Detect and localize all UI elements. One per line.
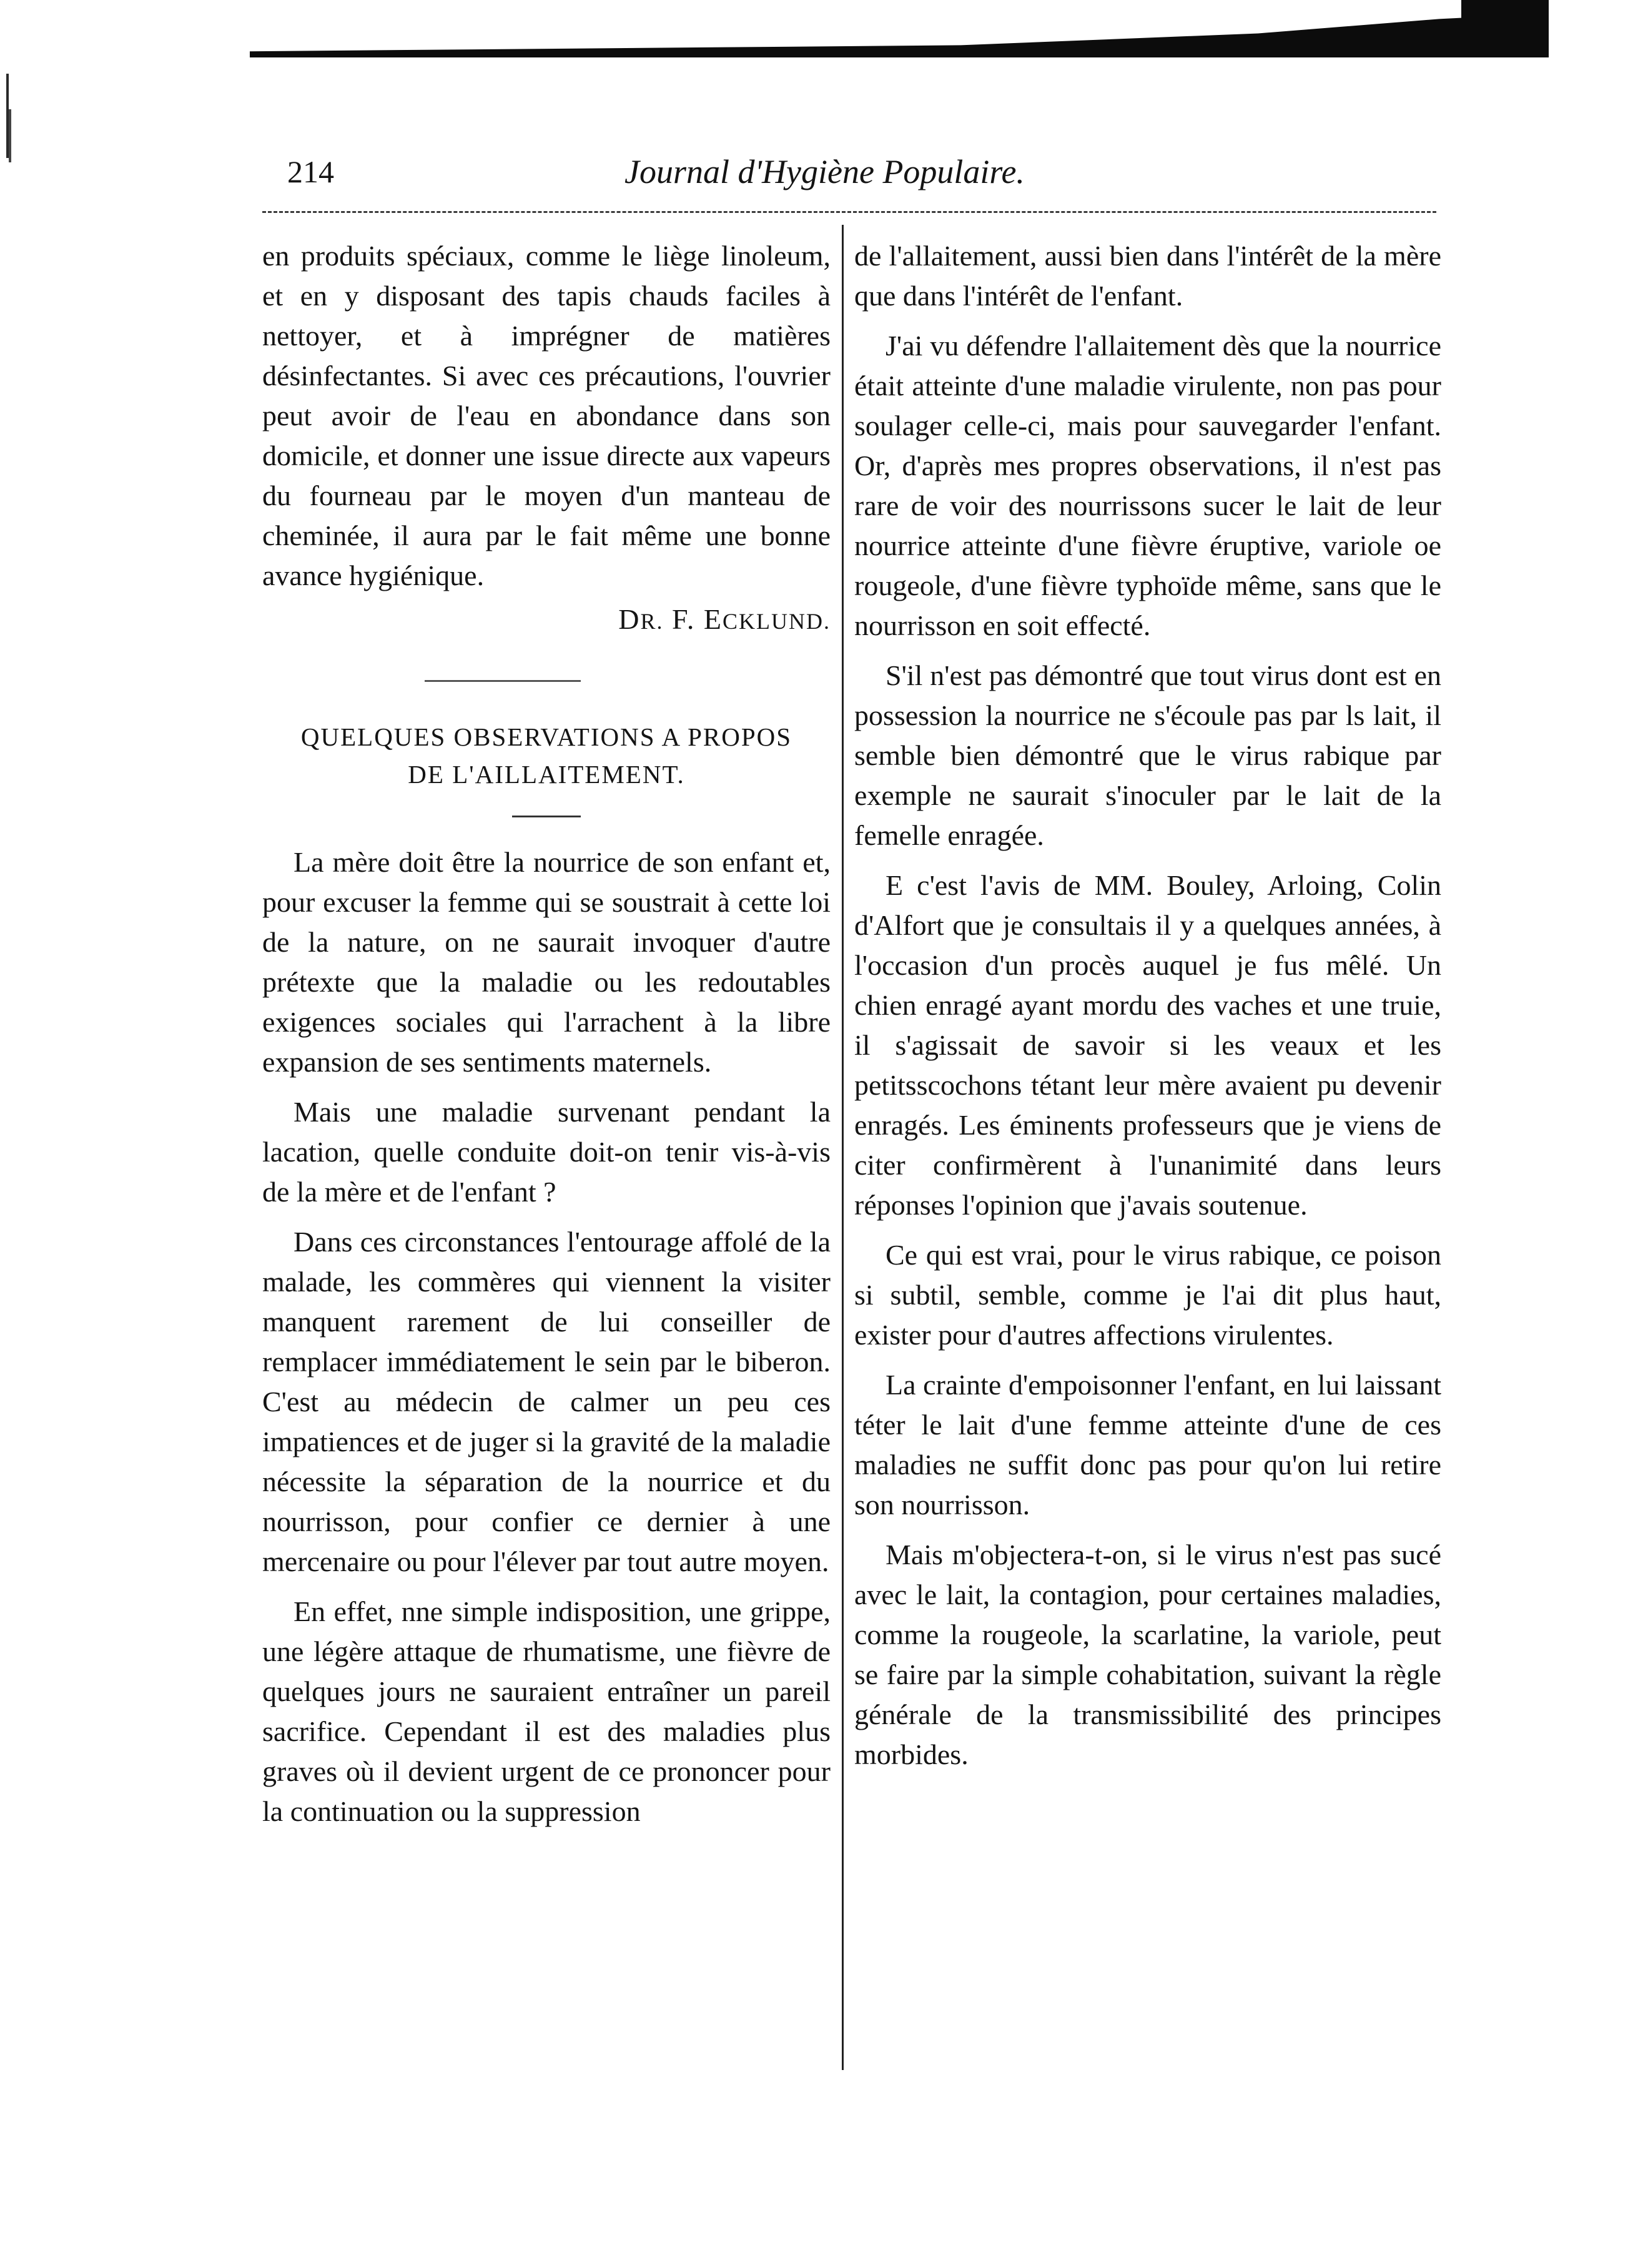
signature-title-small-caps: R.	[640, 609, 664, 634]
signature-initial: F.	[671, 603, 696, 635]
paragraph: Dans ces circonstances l'entourage affolé de la malade, les commères qui viennent la visiter manquent rarement de lui conseiller de remplacer immédiatement le sein par le biberon. C'est au médecin de calmer un peu ces impatiences et de juger si la gravité de la maladie nécessite la séparation de la nourrice et du nourrisson, pour confier ce dernier à une mercenaire ou pour l'élever par tout autre moyen.	[262, 1226, 831, 1577]
article-title-line: QUELQUES OBSERVATIONS A PROPOS	[300, 722, 792, 751]
paragraph: En effet, nne simple indisposition, une grippe, une légère attaque de rhumatisme, une fièvre de quelques jours ne sauraient entraîner un pareil sacrifice. Cependant il est des maladies plus graves où il devient urgent de ce prononcer pour la continuation ou la suppression	[262, 1595, 831, 1827]
signature-name-small-caps: CKLUND.	[723, 609, 831, 634]
paragraph: en produits spéciaux, comme le liège linoleum, et en y disposant des tapis chauds faciles à nettoyer, et à imprégner de matières désinfectantes. Si avec ces précautions, l'ouvrier peut avoir de l'eau en abondance dans son domicile, et donner une issue directe aux vapeurs du fourneau par le moyen d'un manteau de cheminée, il aura par le fait même une bonne avance hygiénique.	[262, 240, 831, 591]
page-header	[262, 145, 1449, 201]
article-separator	[425, 680, 581, 682]
right-column	[854, 236, 1441, 1775]
paragraph: La crainte d'empoisonner l'enfant, en lui laissant téter le lait d'une femme atteinte d'une de ces maladies ne suffit donc pas pour qu'on lui retire son nourrisson.	[854, 1369, 1441, 1521]
signature-title: D	[618, 603, 641, 635]
article-title-line: DE L'AILLAITEMENT.	[408, 760, 685, 789]
author-signature	[262, 599, 831, 641]
paragraph: Mais m'objectera-t-on, si le virus n'est pas sucé avec le lait, la contagion, pour certaines maladies, comme la rougeole, la scarlatine, la variole, peut se faire par la simple cohabitation, suivant la règle générale de la transmissibilité des principes morbides.	[854, 1539, 1441, 1770]
header-rule	[262, 211, 1436, 213]
paragraph: de l'allaitement, aussi bien dans l'intérêt de la mère que dans l'intérêt de l'enfant.	[854, 240, 1441, 312]
column-divider	[842, 225, 844, 2070]
title-rule	[512, 816, 581, 817]
scan-top-border	[250, 14, 1542, 57]
scan-edge-mark	[9, 109, 11, 162]
paragraph: S'il n'est pas démontré que tout virus dont est en possession la nourrice ne s'écoule pas par ls lait, il semble bien démontré que le virus rabique par exemple ne saurait s'inoculer par le lait de la femelle enragée.	[854, 659, 1441, 851]
paragraph: Mais une maladie survenant pendant la lacation, quelle conduite doit-on tenir vis-à-vis de la mère et de l'enfant ?	[262, 1096, 831, 1208]
signature-name-initial: E	[703, 603, 723, 635]
scan-top-border-tip	[1461, 0, 1549, 57]
paragraph: La mère doit être la nourrice de son enfant et, pour excuser la femme qui se soustrait à cette loi de la nature, on ne saurait invoquer d'autre prétexte que la maladie ou les redoutables exigences sociales qui l'arrachent à la libre expansion de ses sentiments maternels.	[262, 846, 831, 1078]
paragraph: E c'est l'avis de MM. Bouley, Arloing, Colin d'Alfort que je consultais il y a quelques années, à l'occasion d'un procès auquel je fus mêlé. Un chien enragé ayant mordu des vaches et une truie, il s'agissait de savoir si les veaux et les petitsscochons tétant leur mère avaient pu devenir enragés. Les éminents professeurs que je viens de citer confirmèrent à l'unanimité dans leurs réponses l'opinion que j'avais soutenue.	[854, 869, 1441, 1221]
paragraph: Ce qui est vrai, pour le virus rabique, ce poison si subtil, semble, comme je l'ai dit plus haut, exister pour d'autres affections virulentes.	[854, 1239, 1441, 1351]
running-title: Journal d'Hygiène Populaire.	[624, 153, 1025, 190]
paragraph: J'ai vu défendre l'allaitement dès que la nourrice était atteinte d'une maladie virulente, non pas pour soulager celle-ci, mais pour sauvegarder l'enfant. Or, d'après mes propres observations, il n'est pas rare de voir des nourrissons sucer le lait de leur nourrice atteinte d'une fièvre éruptive, variole oe rougeole, d'une fièvre typhoïde même, sans que le nourrisson en soit effecté.	[854, 330, 1441, 641]
left-column	[262, 236, 831, 1832]
article-title	[262, 718, 831, 793]
page-number: 214	[287, 154, 334, 189]
